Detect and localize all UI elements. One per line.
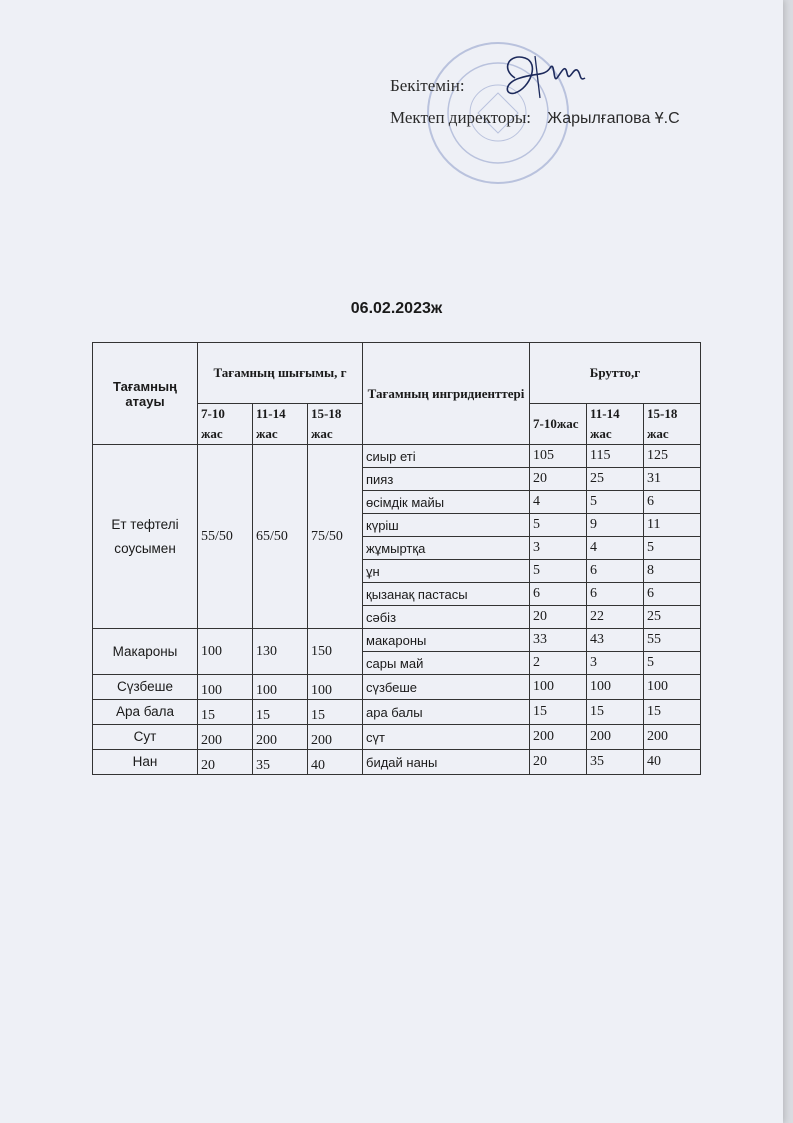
header-ingredients: Тағамның ингридиенттері (363, 343, 530, 445)
table-row (93, 445, 701, 468)
dish-yield: 40 (308, 750, 363, 775)
ingredient-brutto: 200 (530, 725, 587, 750)
table-row (93, 725, 701, 750)
director-name: Жарылғапова Ұ.С (547, 110, 680, 127)
menu-table-body (93, 445, 701, 775)
ingredient-brutto: 3 (530, 537, 587, 560)
ingredient-brutto: 200 (587, 725, 644, 750)
ingredient-brutto: 15 (587, 700, 644, 725)
dish-yield: 65/50 (253, 445, 308, 629)
ingredient-brutto: 3 (587, 652, 644, 675)
dish-yield: 15 (253, 700, 308, 725)
header-brutto-11-14: 11-14 жас (587, 404, 644, 445)
dish-yield: 150 (308, 629, 363, 675)
header-yield: Тағамның шығымы, г (198, 343, 363, 404)
table-row (93, 629, 701, 652)
dish-yield: 100 (198, 629, 253, 675)
dish-yield: 15 (198, 700, 253, 725)
ingredient-name: пияз (363, 468, 530, 491)
ingredient-brutto: 11 (644, 514, 701, 537)
table-row (93, 675, 701, 700)
ingredient-brutto: 100 (587, 675, 644, 700)
ingredient-brutto: 125 (644, 445, 701, 468)
ingredient-name: сиыр еті (363, 445, 530, 468)
ingredient-brutto: 25 (587, 468, 644, 491)
ingredient-brutto: 22 (587, 606, 644, 629)
ingredient-brutto: 40 (644, 750, 701, 775)
dish-name: Сут (93, 725, 198, 750)
ingredient-brutto: 15 (644, 700, 701, 725)
ingredient-brutto: 43 (587, 629, 644, 652)
dish-yield: 200 (308, 725, 363, 750)
ingredient-brutto: 33 (530, 629, 587, 652)
dish-name: Сүзбеше (93, 675, 198, 700)
ingredient-brutto: 200 (644, 725, 701, 750)
ingredient-brutto: 35 (587, 750, 644, 775)
ingredient-brutto: 5 (587, 491, 644, 514)
ingredient-brutto: 4 (530, 491, 587, 514)
ingredient-name: сүзбеше (363, 675, 530, 700)
ingredient-brutto: 4 (587, 537, 644, 560)
ingredient-name: сәбіз (363, 606, 530, 629)
ingredient-brutto: 100 (530, 675, 587, 700)
ingredient-name: сары май (363, 652, 530, 675)
ingredient-brutto: 115 (587, 445, 644, 468)
dish-yield: 20 (198, 750, 253, 775)
table-row (93, 700, 701, 725)
ingredient-brutto: 20 (530, 468, 587, 491)
ingredient-name: макароны (363, 629, 530, 652)
header-brutto-7-10: 7-10жас (530, 404, 587, 445)
ingredient-brutto: 6 (587, 560, 644, 583)
ingredient-name: күріш (363, 514, 530, 537)
header-dish-name: Тағамның атауы (93, 343, 198, 445)
ingredient-brutto: 15 (530, 700, 587, 725)
dish-yield: 75/50 (308, 445, 363, 629)
dish-name: Ет тефтелі соусымен (93, 445, 198, 629)
ingredient-brutto: 55 (644, 629, 701, 652)
ingredient-brutto: 5 (530, 514, 587, 537)
header-age-11-14: 11-14 жас (253, 404, 308, 445)
ingredient-name: қызанақ пастасы (363, 583, 530, 606)
ingredient-name: ұн (363, 560, 530, 583)
ingredient-name: жұмыртқа (363, 537, 530, 560)
ingredient-brutto: 25 (644, 606, 701, 629)
ingredient-brutto: 31 (644, 468, 701, 491)
ingredient-brutto: 105 (530, 445, 587, 468)
dish-yield: 200 (253, 725, 308, 750)
ingredient-brutto: 2 (530, 652, 587, 675)
ingredient-brutto: 100 (644, 675, 701, 700)
ingredient-brutto: 9 (587, 514, 644, 537)
dish-name: Макароны (93, 629, 198, 675)
ingredient-name: өсімдік майы (363, 491, 530, 514)
ingredient-brutto: 6 (644, 583, 701, 606)
header-brutto-15-18: 15-18 жас (644, 404, 701, 445)
ingredient-name: сүт (363, 725, 530, 750)
dish-name: Нан (93, 750, 198, 775)
ingredient-brutto: 6 (530, 583, 587, 606)
table-row (93, 750, 701, 775)
approval-block (390, 70, 680, 135)
ingredient-brutto: 8 (644, 560, 701, 583)
dish-yield: 100 (308, 675, 363, 700)
dish-yield: 130 (253, 629, 308, 675)
dish-yield: 15 (308, 700, 363, 725)
header-brutto: Брутто,г (530, 343, 701, 404)
header-age-15-18: 15-18 жас (308, 404, 363, 445)
ingredient-name: бидай наны (363, 750, 530, 775)
menu-date: 06.02.2023ж (350, 300, 443, 317)
dish-name: Ара бала (93, 700, 198, 725)
dish-yield: 35 (253, 750, 308, 775)
ingredient-brutto: 6 (644, 491, 701, 514)
dish-yield: 100 (253, 675, 308, 700)
ingredient-brutto: 5 (644, 652, 701, 675)
approve-label: Бекітемін: (390, 76, 465, 95)
dish-yield: 200 (198, 725, 253, 750)
ingredient-brutto: 20 (530, 750, 587, 775)
menu-table (92, 342, 701, 775)
ingredient-brutto: 6 (587, 583, 644, 606)
ingredient-brutto: 20 (530, 606, 587, 629)
ingredient-brutto: 5 (644, 537, 701, 560)
ingredient-brutto: 5 (530, 560, 587, 583)
dish-yield: 55/50 (198, 445, 253, 629)
header-age-7-10: 7-10 жас (198, 404, 253, 445)
director-label: Мектеп директоры: (390, 108, 531, 127)
dish-yield: 100 (198, 675, 253, 700)
ingredient-name: ара балы (363, 700, 530, 725)
